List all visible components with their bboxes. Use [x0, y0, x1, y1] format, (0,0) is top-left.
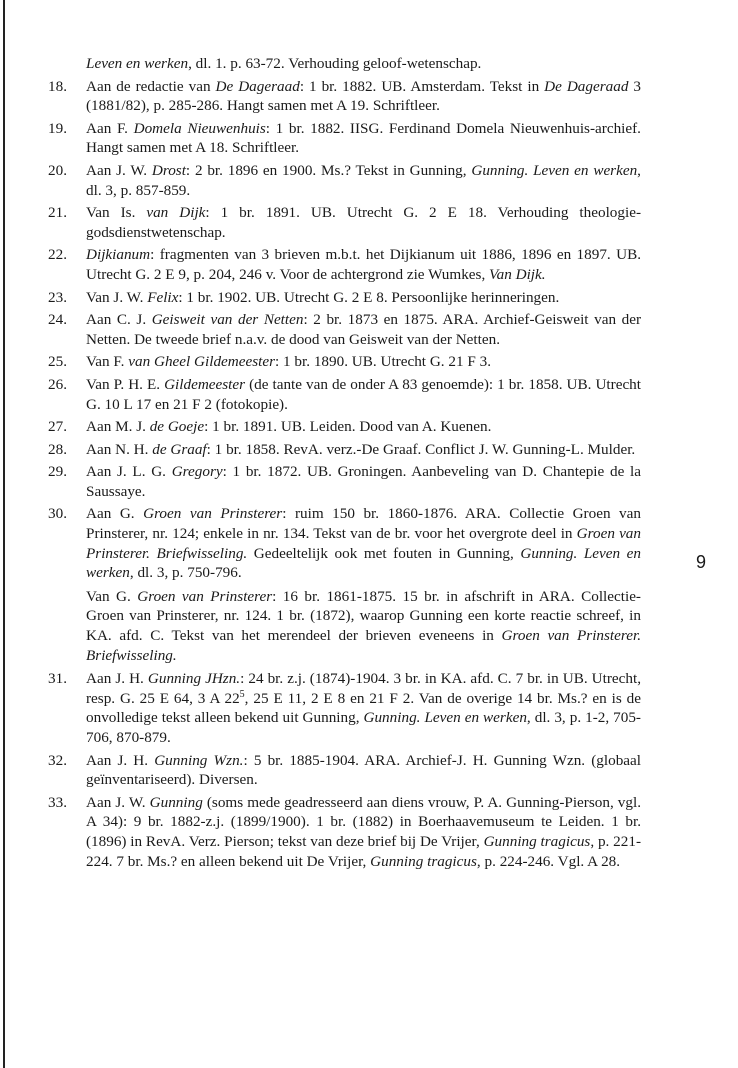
text-segment: Aan de redactie van — [86, 77, 216, 95]
text-segment: 5 — [239, 688, 245, 700]
entry-text — [86, 288, 641, 308]
entry-number: 25. — [48, 353, 67, 371]
text-segment: : 1 br. 1891. UB. Leiden. Dood van A. Kuenen. — [204, 418, 492, 436]
entry-number: 33. — [48, 793, 67, 811]
text-segment: , p. 221-224. 7 br. Ms.? en alleen bekend uit De Vrijer, — [86, 832, 642, 870]
text-segment: Aan G. — [86, 505, 144, 523]
entry-text — [86, 375, 641, 414]
text-segment: , dl. 1. p. 63-72. Verhouding geloof-wetenschap. — [188, 55, 482, 72]
text-segment: Aan N. H. — [86, 440, 153, 458]
text-segment: Van F. — [86, 353, 129, 371]
text-segment: Aan C. J. — [86, 311, 152, 329]
text-segment: : 2 br. 1873 en 1875. ARA. Archief-Geisweit van der Netten. De tweede brief n.a.v. de dood van Geisweit van der Netten. — [86, 311, 642, 348]
text-segment: (de tante van de onder A 83 genoemde): 1 br. 1858. UB. Utrecht G. 10 L 17 en 21 F 2 (fotokopie). — [86, 375, 641, 413]
italic-title-segment: Gunning. Leven en werken — [471, 161, 638, 179]
entry-number: 32. — [48, 751, 67, 769]
catalog-entry — [48, 417, 641, 437]
text-segment: Aan F. — [86, 119, 134, 137]
entry-number: 24. — [48, 311, 67, 329]
italic-title-segment: Gunning — [149, 793, 203, 811]
text-segment: , dl. 3, p. 857-859. — [86, 161, 641, 199]
left-margin-rule — [3, 0, 5, 1068]
italic-title-segment: van Dijk — [146, 204, 206, 222]
entry-text — [86, 77, 641, 116]
text-segment: Aan J. W. — [86, 793, 150, 811]
catalog-entry — [48, 77, 641, 116]
text-segment: Aan J. H. — [86, 670, 148, 688]
entry-number: 18. — [48, 77, 67, 95]
text-segment: : 1 br. 1902. UB. Utrecht G. 2 E 8. Persoonlijke herinneringen. — [178, 288, 560, 306]
italic-title-segment: Drost — [151, 161, 186, 179]
text-segment: : 1 br. 1890. UB. Utrecht G. 21 F 3. — [275, 353, 492, 371]
entry-text — [86, 352, 641, 372]
catalog-entry — [48, 793, 641, 871]
italic-title-segment: van Gheel Gildemeester — [128, 353, 276, 371]
text-segment: Gedeeltelijk ook met fouten in Gunning, — [247, 544, 521, 562]
bibliography-list — [48, 54, 641, 874]
italic-title-segment: Gunning tragicus — [370, 852, 477, 870]
entry-number: 21. — [48, 204, 67, 222]
text-segment: Aan J. H. — [86, 751, 155, 769]
entry-text — [86, 462, 641, 501]
entry-text — [86, 440, 641, 460]
entry-number: 27. — [48, 418, 67, 436]
entry-number: 23. — [48, 288, 67, 306]
entry-number: 20. — [48, 161, 67, 179]
entry-text — [86, 417, 641, 437]
entry-text — [86, 54, 641, 74]
catalog-entry — [48, 669, 641, 747]
italic-title-segment: De Dageraad — [544, 77, 629, 95]
text-segment: : fragmenten van 3 brieven m.b.t. het Dijkianum uit 1886, 1896 en 1897. UB. Utrecht G. 2 E 9, p. 204, 246 v. Voor de achtergrond zie Wumkes, — [86, 246, 641, 283]
catalog-entry — [48, 203, 641, 242]
entry-text — [86, 504, 641, 582]
text-segment: 3 (1881/82), p. 285-286. Hangt samen met A 19. Schriftleer. — [86, 77, 642, 115]
text-segment: Aan J. W. — [86, 161, 152, 179]
italic-title-segment: Groen van Prinsterer. Briefwisseling. — [86, 525, 641, 562]
italic-title-segment: Gunning tragicus — [483, 832, 591, 850]
text-segment: , 25 E 11, 2 E 8 en 21 F 2. Van de overige 14 br. Ms.? en is de onvolledige tekst alleen bekend uit Gunning, — [86, 689, 641, 727]
text-segment: Aan M. J. — [86, 418, 150, 436]
italic-title-segment: Groen van Prinsterer. Briefwisseling. — [86, 627, 641, 664]
italic-title-segment: de Graaf — [152, 440, 207, 458]
catalog-entry — [48, 288, 641, 308]
catalog-entry — [48, 161, 641, 200]
italic-title-segment: Gildemeester — [164, 375, 246, 393]
text-segment: Van Is. — [86, 204, 147, 222]
entry-number: 29. — [48, 463, 67, 481]
text-segment: : 5 br. 1885-1904. ARA. Archief-J. H. Gunning Wzn. (globaal geïnventariseerd). Diversen. — [86, 751, 642, 789]
catalog-entry — [48, 310, 641, 349]
italic-title-segment: Groen van Prinsterer — [137, 587, 273, 605]
italic-title-segment: De Dageraad — [215, 77, 300, 95]
italic-title-segment: Gunning Wzn. — [154, 751, 244, 769]
entry-number: 19. — [48, 119, 67, 137]
italic-title-segment: Gunning. Leven en werken — [86, 544, 641, 582]
text-segment: Van G. — [86, 587, 138, 605]
text-segment: : ruim 150 br. 1860-1876. ARA. Collectie Groen van Prinsterer, nr. 124; enkele in nr. 134. Tekst van de br. voor het overgrote deel in — [86, 505, 641, 543]
entry-number: 22. — [48, 246, 67, 264]
italic-title-segment: Geisweit van der Netten — [151, 311, 304, 329]
italic-title-segment: Leven en werken — [86, 55, 189, 72]
entry-text — [86, 751, 641, 790]
text-segment: , dl. 3, p. 1-2, 705-706, 870-879. — [86, 709, 641, 746]
entry-number: 26. — [48, 375, 67, 393]
italic-title-segment: Domela Nieuwenhuis — [133, 119, 266, 137]
text-segment: Aan J. L. G. — [86, 463, 172, 481]
catalog-entry — [48, 440, 641, 460]
entry-continuation-text — [86, 587, 641, 665]
entry-number: 31. — [48, 670, 67, 688]
italic-title-segment: Gunning. Leven en werken — [363, 709, 527, 727]
text-segment: : 1 br. 1882. UB. Amsterdam. Tekst in — [299, 77, 545, 95]
text-segment: : 1 br. 1872. UB. Groningen. Aanbeveling van D. Chantepie de la Saussaye. — [86, 463, 641, 500]
entry-text — [86, 669, 641, 747]
text-segment: , dl. 3, p. 750-796. — [129, 564, 242, 582]
italic-title-segment: Dijkianum — [86, 246, 151, 264]
text-segment: : 16 br. 1861-1875. 15 br. in afschrift in ARA. Collectie-Groen van Prinsterer, nr. 124. 1 br. (1872), waarop Gunning een korte reactie schreef, in KA. afd. C. Tekst van het merendeel der brieven eveneens in — [86, 587, 641, 645]
text-segment: : 1 br. 1858. RevA. verz.-De Graaf. Conflict J. W. Gunning-L. Mulder. — [206, 440, 636, 458]
italic-title-segment: Groen van Prinsterer — [143, 505, 283, 523]
catalog-entry — [48, 462, 641, 501]
entry-text — [86, 310, 641, 349]
catalog-entry — [48, 504, 641, 665]
catalog-entry — [48, 119, 641, 158]
entry-number: 30. — [48, 505, 67, 523]
catalog-entry — [48, 54, 641, 74]
entry-text — [86, 245, 641, 284]
catalog-entry — [48, 751, 641, 790]
text-segment: Van J. W. — [86, 288, 148, 306]
text-segment: : 2 br. 1896 en 1900. Ms.? Tekst in Gunning, — [185, 161, 472, 179]
text-segment: : 1 br. 1891. UB. Utrecht G. 2 E 18. Verhouding theologie-godsdienstwetenschap. — [86, 204, 641, 241]
entry-text — [86, 161, 641, 200]
catalog-entry — [48, 352, 641, 372]
entry-number: 28. — [48, 440, 67, 458]
italic-title-segment: de Goeje — [149, 418, 205, 436]
page-number: 9 — [696, 552, 707, 572]
text-segment: (soms mede geadresseerd aan diens vrouw, P. A. Gunning-Pierson, vgl. A 34): 9 br. 1882-z.j. (1899/1900). 1 br. (1882) in Boerhaavemuseum te Leiden. 1 br. (1896) in RevA. Verz. Pierson; tekst van deze brief bij De Vrijer, — [86, 793, 641, 850]
italic-title-segment: Felix — [147, 288, 179, 306]
entry-text — [86, 119, 641, 158]
catalog-entry — [48, 245, 641, 284]
text-segment: : 1 br. 1882. IISG. Ferdinand Domela Nieuwenhuis-archief. Hangt samen met A 18. Schriftleer. — [86, 119, 641, 157]
text-segment: : 24 br. z.j. (1874)-1904. 3 br. in KA. afd. C. 7 br. in UB. Utrecht, resp. G. 25 E 64, 3 A 22 — [86, 670, 642, 707]
catalog-entry — [48, 375, 641, 414]
entry-text — [86, 203, 641, 242]
italic-title-segment: Gregory — [171, 463, 223, 481]
italic-title-segment: Gunning JHzn. — [147, 670, 241, 688]
entry-text — [86, 793, 641, 871]
text-segment: , p. 224-246. Vgl. A 28. — [476, 852, 621, 870]
italic-title-segment: Van Dijk. — [489, 265, 546, 283]
text-segment: Van P. H. E. — [86, 375, 165, 393]
